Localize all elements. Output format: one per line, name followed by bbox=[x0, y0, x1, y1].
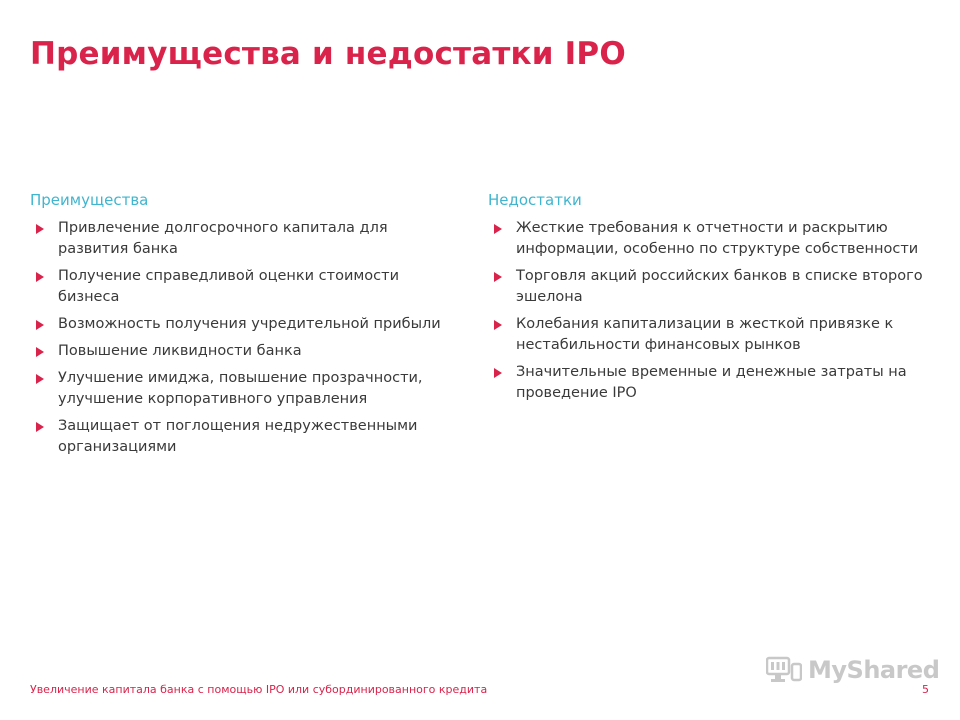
list-item: Улучшение имиджа, повышение прозрачности, улучшение корпоративного управления bbox=[30, 368, 460, 410]
triangle-bullet-icon bbox=[36, 320, 44, 330]
triangle-bullet-icon bbox=[36, 374, 44, 384]
footer-text: Увеличение капитала банка с помощью IPO или субординированного кредита bbox=[30, 683, 488, 696]
list-item: Жесткие требования к отчетности и раскрытию информации, особенно по структуре собственности bbox=[488, 218, 928, 260]
advantages-column bbox=[30, 190, 460, 464]
disadvantages-list bbox=[488, 218, 928, 404]
triangle-bullet-icon bbox=[36, 422, 44, 432]
list-item: Торговля акций российских банков в списке второго эшелона bbox=[488, 266, 928, 308]
triangle-bullet-icon bbox=[494, 224, 502, 234]
logo-text: MyShared bbox=[808, 656, 940, 684]
list-item: Колебания капитализации в жесткой привязке к нестабильности финансовых рынков bbox=[488, 314, 928, 356]
page-number: 5 bbox=[922, 683, 929, 696]
advantages-heading: Преимущества bbox=[30, 191, 149, 209]
list-item: Повышение ликвидности банка bbox=[30, 341, 460, 362]
disadvantages-heading: Недостатки bbox=[488, 191, 582, 209]
disadvantages-column bbox=[488, 190, 928, 410]
triangle-bullet-icon bbox=[36, 272, 44, 282]
triangle-bullet-icon bbox=[36, 224, 44, 234]
list-item: Получение справедливой оценки стоимости бизнеса bbox=[30, 266, 460, 308]
list-item: Защищает от поглощения недружественными организациями bbox=[30, 416, 460, 458]
triangle-bullet-icon bbox=[494, 320, 502, 330]
myshared-logo[interactable] bbox=[766, 656, 939, 684]
advantages-list bbox=[30, 218, 460, 458]
triangle-bullet-icon bbox=[36, 347, 44, 357]
list-item: Возможность получения учредительной прибыли bbox=[30, 314, 460, 335]
list-item: Значительные временные и денежные затраты на проведение IPO bbox=[488, 362, 928, 404]
myshared-logo-icon bbox=[766, 656, 802, 684]
triangle-bullet-icon bbox=[494, 368, 502, 378]
slide-title: Преимущества и недостатки IPO bbox=[30, 36, 626, 72]
list-item: Привлечение долгосрочного капитала для развития банка bbox=[30, 218, 460, 260]
triangle-bullet-icon bbox=[494, 272, 502, 282]
